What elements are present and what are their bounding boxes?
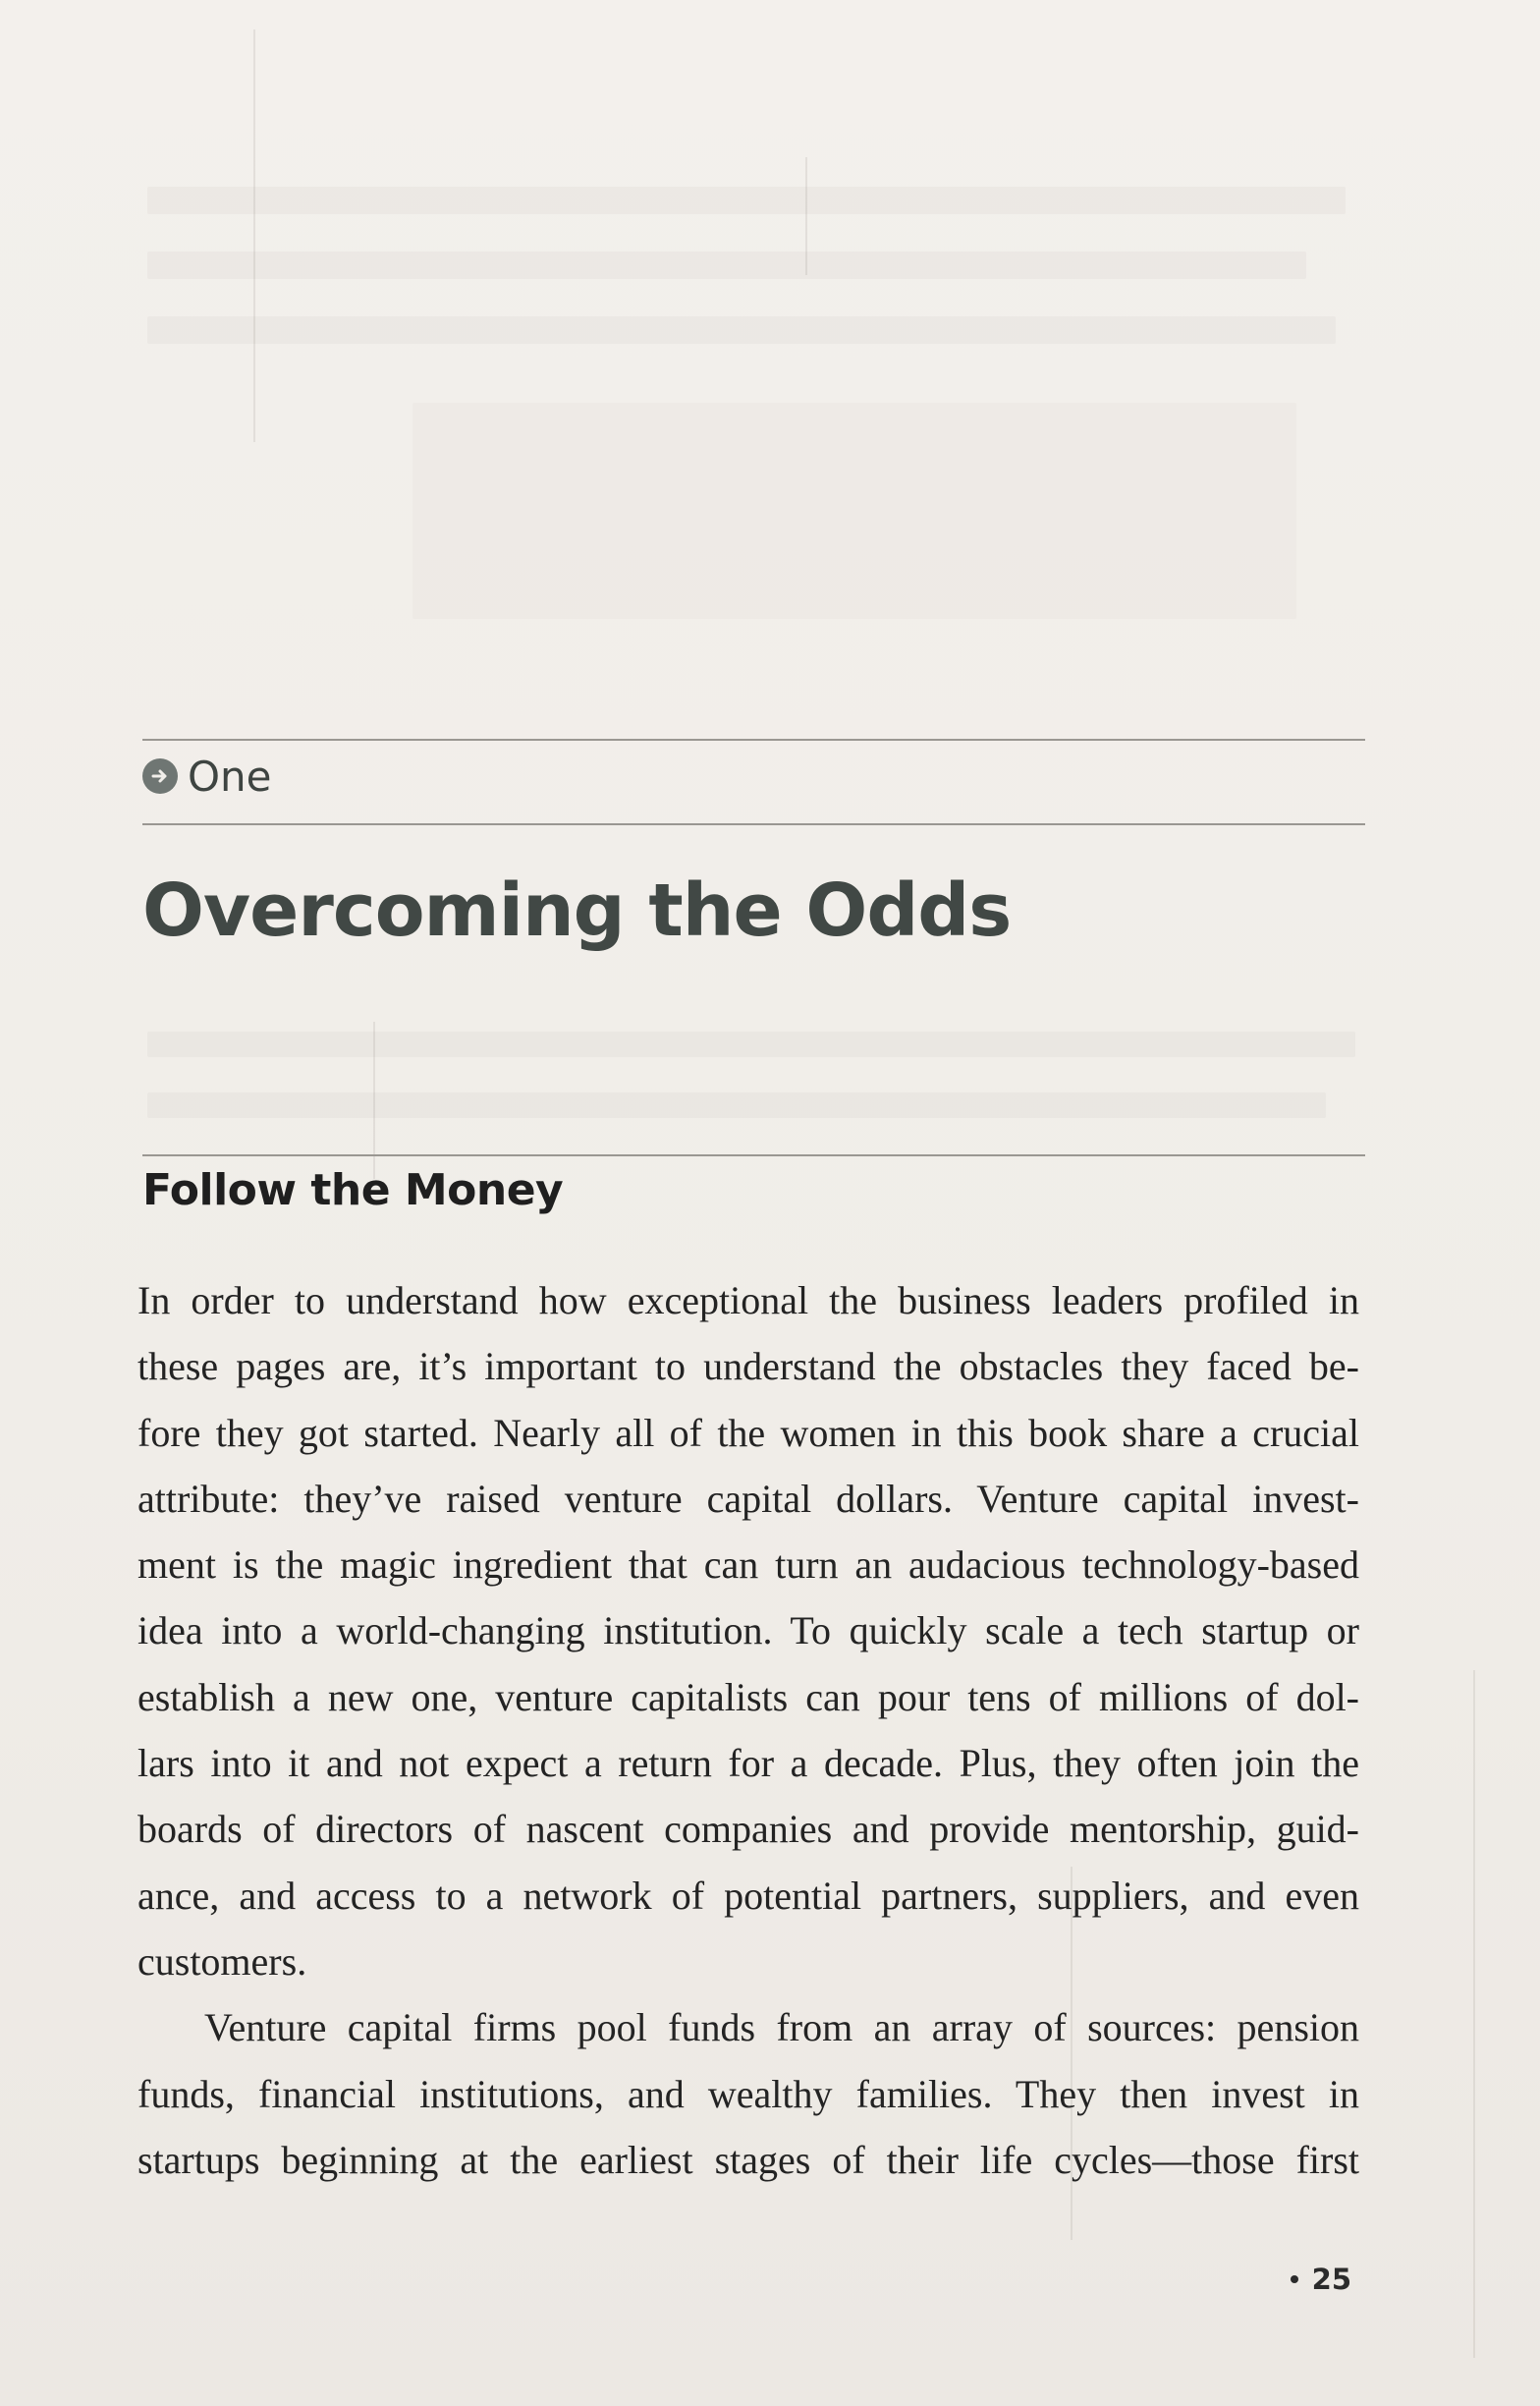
body-text (138, 1267, 1359, 2193)
text-line: ment is the magic ingredient that can turn an audacious technology-based (138, 1542, 1359, 1588)
text-line: Venture capital firms pool funds from an array of sources: pension (204, 2005, 1359, 2050)
text-line: lars into it and not expect a return for a decade. Plus, they often join the (138, 1741, 1359, 1786)
show-through-mark (147, 316, 1336, 344)
chapter-bottom-rule (142, 823, 1365, 825)
chapter-title: Overcoming the Odds (142, 868, 1012, 953)
show-through-mark (412, 403, 1296, 619)
text-line: attribute: they’ve raised venture capital dollars. Venture capital invest- (138, 1476, 1359, 1521)
section-rule (142, 1154, 1365, 1156)
show-through-mark (147, 1032, 1355, 1057)
chapter-label (142, 749, 272, 804)
show-through-mark (147, 1092, 1326, 1118)
bullet-icon (1291, 2275, 1298, 2283)
section-heading: Follow the Money (142, 1165, 564, 1215)
page-number (1291, 2263, 1351, 2296)
chapter-number: One (188, 752, 272, 801)
text-line: startups beginning at the earliest stages of their life cycles—those first (138, 2137, 1359, 2182)
show-through-mark (147, 252, 1306, 279)
chapter-top-rule (142, 739, 1365, 741)
paper-crease (805, 157, 807, 275)
text-line: In order to understand how exceptional the business leaders profiled in (138, 1278, 1359, 1322)
text-line: funds, financial institutions, and wealthy families. They then invest in (138, 2071, 1359, 2116)
paper-crease (1473, 1670, 1475, 2358)
text-line: establish a new one, venture capitalists can pour tens of millions of dol- (138, 1674, 1359, 1719)
text-line: customers. (138, 1938, 307, 1984)
text-line: ance, and access to a network of potential partners, suppliers, and even (138, 1873, 1359, 1918)
show-through-mark (147, 187, 1346, 214)
page-number-value: 25 (1311, 2263, 1351, 2296)
circle-arrow-right-icon (142, 758, 178, 794)
text-line: these pages are, it’s important to understand the obstacles they faced be- (138, 1344, 1359, 1389)
paper-crease (253, 29, 255, 442)
text-line: boards of directors of nascent companies and provide mentorship, guid- (138, 1807, 1359, 1852)
text-line: idea into a world-changing institution. To quickly scale a tech startup or (138, 1608, 1359, 1653)
text-line: fore they got started. Nearly all of the women in this book share a crucial (138, 1410, 1359, 1455)
